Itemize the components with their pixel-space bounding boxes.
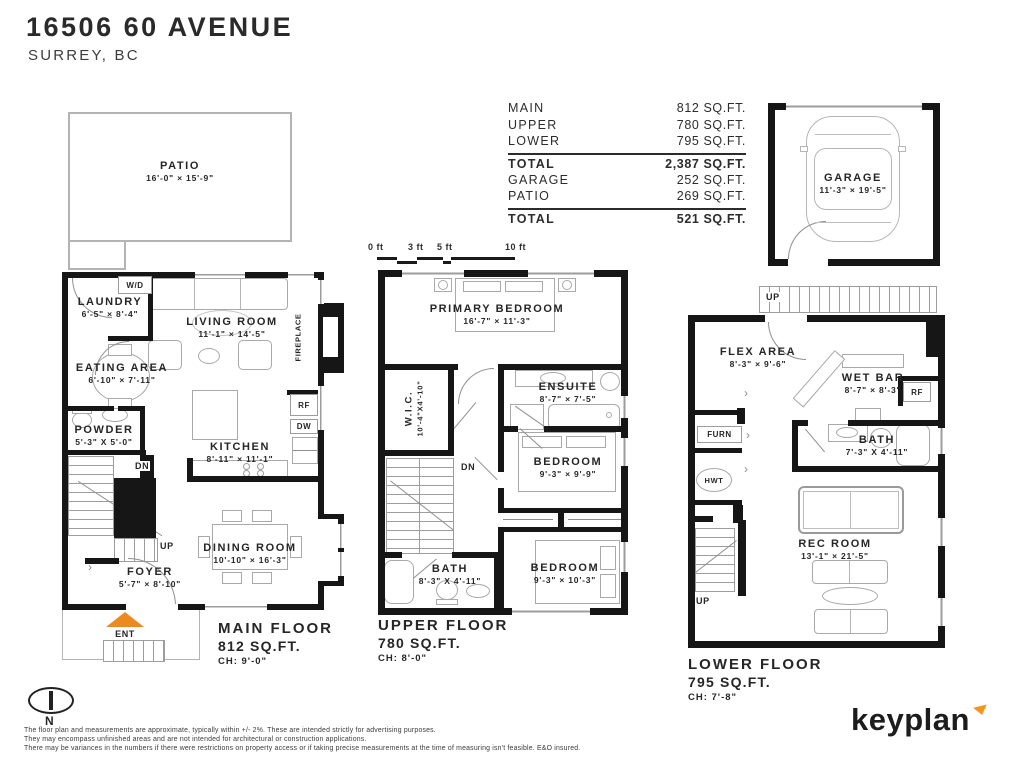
pillow-symbol [600, 574, 616, 598]
wall [688, 448, 742, 453]
wall [737, 408, 745, 424]
window [338, 524, 344, 548]
wall [62, 272, 324, 278]
table-row [508, 100, 746, 117]
washer-dryer-box [118, 276, 152, 294]
scale-label: 3 ft [408, 242, 424, 252]
car-mirror [800, 146, 808, 152]
scale-bar-segment [377, 257, 397, 260]
table-row-total [508, 153, 746, 172]
room-label-primary: PRIMARY BEDROOM 16'-7" × 11'-3" [429, 303, 565, 326]
closet-door-chevron-icon: › [744, 462, 748, 476]
wall [688, 641, 945, 648]
room-label-garage: GARAGE 11'-3" × 19'-5" [819, 172, 887, 195]
car-detail-line [815, 134, 891, 135]
sink-divider-line [293, 450, 317, 451]
wall [378, 608, 628, 615]
room-label-rec: REC ROOM 13'-1" × 21'-5" [798, 538, 872, 561]
page-subtitle: SURREY, BC [28, 47, 140, 64]
door-opening [126, 604, 178, 610]
window [402, 270, 464, 277]
room-label-bedroom1: BEDROOM 9'-3" × 9'-9" [533, 456, 603, 479]
window [318, 280, 324, 304]
hot-water-tank-tag: HWT [704, 475, 724, 485]
window [205, 604, 267, 610]
scale-label: 0 ft [368, 242, 384, 252]
pillow-symbol [566, 436, 606, 448]
room-label-living: LIVING ROOM 11'-1" × 14'-5" [186, 316, 278, 339]
room-label-wic: W.I.C. 10'-4"X4'-10" [403, 380, 425, 437]
table-row [508, 172, 746, 189]
wall [688, 516, 713, 522]
window [512, 608, 590, 615]
row-value: 252 SQ.FT. [676, 172, 746, 187]
stair-divider-line [419, 458, 420, 554]
entry-arrow-icon [106, 612, 144, 627]
floor-label-lower: LOWER FLOOR 795 SQ.FT. CH: 7'-8" [688, 656, 823, 703]
wall [140, 406, 145, 456]
door-swing-arc [788, 221, 826, 259]
staircase [386, 458, 454, 554]
stove-burner [257, 463, 264, 470]
window [621, 396, 628, 418]
row-value: 812 SQ.FT. [676, 101, 746, 116]
wall [848, 420, 945, 426]
window [621, 438, 628, 466]
bathtub-symbol [384, 560, 414, 604]
coffee-table-symbol [198, 348, 220, 364]
row-value: 795 SQ.FT. [676, 134, 746, 149]
garage-door-opening [786, 103, 922, 110]
wall [378, 270, 385, 615]
wall [926, 315, 945, 357]
lamp-symbol [562, 280, 572, 290]
wall [558, 508, 564, 532]
entry-steps [103, 640, 165, 662]
north-arrow-needle [49, 691, 53, 710]
room-label-ensuite: ENSUITE 8'-7" × 7'-5" [538, 381, 598, 404]
floor-label-main: MAIN FLOOR 812 SQ.FT. CH: 9'-0" [218, 620, 333, 667]
room-label-bath-lower: BATH 7'-3" X 4'-11" [845, 434, 909, 457]
scale-bar-segment [417, 257, 443, 260]
lamp-symbol [438, 280, 448, 290]
wall [62, 406, 114, 411]
wall [498, 364, 628, 370]
wall [688, 410, 742, 415]
scale-bar-segment [451, 257, 515, 260]
wall [378, 364, 458, 370]
room-label-foyer: FOYER 5'-7" × 8'-10" [118, 566, 182, 589]
sofa-symbol [148, 278, 288, 310]
bay-window-inner [318, 519, 338, 581]
sofa-symbol [812, 560, 888, 584]
toilet-tank-symbol [436, 599, 458, 605]
window [938, 428, 945, 454]
pillow-symbol [463, 281, 501, 292]
room-label-flex: FLEX AREA 8'-3" × 9'-6" [719, 346, 797, 369]
room-label-eating: EATING AREA 6'-10" × 7'-11" [75, 362, 169, 385]
room-label-wetbar: WET BAR 8'-7" × 8'-3" [841, 372, 905, 395]
entry-tag: ENT [115, 629, 135, 639]
row-label: TOTAL [508, 212, 556, 226]
window [938, 518, 945, 546]
room-label-patio: PATIO 16'-0" × 15'-9" [146, 160, 214, 183]
disclaimer-line: The floor plan and measurements are approximate, typically within +/- 2%. These are intended strictly for advertising purposes. [24, 727, 436, 734]
wall [933, 103, 940, 266]
staircase [68, 456, 114, 536]
row-label: TOTAL [508, 157, 556, 171]
window [195, 272, 245, 278]
pillow-symbol [522, 436, 562, 448]
table-row-total [508, 208, 746, 227]
wall [378, 450, 454, 456]
armchair-symbol [238, 340, 272, 370]
scale-label: 5 ft [437, 242, 453, 252]
staircase [695, 528, 735, 592]
stairs-up-tag: UP [696, 596, 710, 606]
hot-water-tank-symbol [696, 468, 732, 492]
room-label-dining: DINING ROOM 10'-10" × 16'-3" [203, 542, 297, 565]
scale-label: 10 ft [505, 242, 527, 252]
furnace-tag: FURN [707, 430, 732, 439]
window [938, 598, 945, 626]
washer-dryer-tag: W/D [126, 280, 144, 290]
door-opening [765, 315, 807, 322]
staircase [759, 286, 937, 313]
closet-door-chevron-icon: › [746, 428, 750, 442]
fridge-box [903, 382, 931, 402]
window [318, 386, 324, 430]
chair-symbol [252, 572, 272, 584]
window [528, 270, 594, 277]
bar-counter-symbol [842, 354, 904, 368]
window [338, 552, 344, 576]
chair-symbol [222, 572, 242, 584]
row-value: 2,387 SQ.FT. [665, 157, 746, 171]
wall [62, 272, 68, 610]
closet-door-chevron-icon: › [88, 560, 92, 574]
wall [738, 520, 746, 596]
row-value: 269 SQ.FT. [676, 189, 746, 204]
sofa-cushion-line [194, 279, 195, 309]
car-detail-line [815, 222, 891, 223]
row-value: 780 SQ.FT. [676, 117, 746, 132]
car-mirror [898, 146, 906, 152]
wall [688, 315, 695, 648]
closet-door-chevron-icon: › [744, 386, 748, 400]
stairs-up-tag: UP [160, 541, 174, 551]
room-label-bedroom2: BEDROOM 9'-3" × 10'-3" [530, 562, 600, 585]
sofa-symbol [814, 609, 888, 634]
row-label: UPPER [508, 117, 558, 132]
pillow-symbol [505, 281, 543, 292]
window [621, 542, 628, 572]
fridge-box [290, 394, 318, 416]
door-leaf-line [805, 429, 825, 453]
sofa-cushion-line [849, 561, 850, 583]
firebox [323, 317, 338, 357]
wall [62, 450, 146, 455]
fridge-tag: RF [298, 400, 310, 410]
door-leaf-line [454, 402, 477, 429]
door-swing-arc [458, 368, 494, 404]
furnace-box [697, 426, 742, 443]
row-label: GARAGE [508, 172, 570, 187]
scale-bar-segment [443, 261, 451, 264]
door-leaf-line [474, 457, 497, 480]
wall [688, 315, 945, 322]
pool-table-inner [803, 491, 899, 529]
dishwasher-tag: DW [296, 422, 312, 431]
tub-drain [606, 412, 612, 418]
pillow-symbol [600, 546, 616, 570]
row-label: PATIO [508, 189, 551, 204]
wall [62, 604, 324, 610]
page-title: 16506 60 AVENUE [26, 12, 294, 42]
door-opening [788, 259, 828, 266]
wall [108, 336, 153, 341]
window [288, 272, 314, 278]
keyplan-logo-accent-icon [973, 704, 989, 716]
patio-outline-notch [68, 240, 126, 270]
north-tag: N [45, 714, 55, 728]
keyplan-logo: keyplan [851, 702, 970, 737]
wall [768, 103, 775, 266]
stove-burner [243, 463, 250, 470]
kitchen-island-symbol [192, 390, 238, 440]
sofa-cushion-line [850, 610, 851, 633]
stairs-down-tag: DN [461, 462, 476, 472]
wall [378, 552, 402, 558]
oval-table-symbol [822, 587, 878, 605]
room-label-powder: POWDER 5'-3" X 5'-0" [74, 424, 134, 447]
table-row [508, 117, 746, 134]
stairs-down-tag: DN [135, 461, 150, 471]
floor-label-upper: UPPER FLOOR 780 SQ.FT. CH: 8'-0" [378, 617, 509, 664]
wall [114, 478, 156, 538]
wall [792, 420, 798, 472]
wall [187, 476, 322, 482]
chair-symbol [222, 510, 242, 522]
fridge-tag: RF [911, 387, 923, 397]
toilet-symbol [600, 372, 620, 391]
pool-table-centerline [850, 492, 851, 528]
stairs-up-tag: UP [766, 292, 780, 302]
room-label-bath-upper: BATH 8'-3" X 4'-11" [418, 563, 482, 586]
wall [498, 426, 504, 472]
chair-symbol [252, 510, 272, 522]
sofa-cushion-line [240, 279, 241, 309]
room-label-kitchen: KITCHEN 8'-11" × 11'-1" [206, 441, 274, 464]
sink-symbol [466, 584, 490, 598]
wall [498, 368, 504, 432]
wall [494, 552, 500, 608]
area-summary-table [508, 100, 746, 227]
table-row [508, 188, 746, 205]
row-value: 521 SQ.FT. [676, 212, 746, 226]
room-label-laundry: LAUNDRY 6'-5" × 8'-4" [77, 296, 143, 319]
row-label: LOWER [508, 134, 561, 149]
disclaimer-line: They may encompass unfinished areas and are not intended for architectural or construction applications. [24, 736, 367, 743]
dishwasher-box [290, 419, 318, 434]
disclaimer-line: There may be variances in the numbers if there were restrictions on property access or if taking precise measurements at the time of measuring isn't feasible. E&O insured. [24, 745, 581, 752]
wall [792, 466, 945, 472]
scale-bar-segment [397, 261, 417, 264]
wall [544, 426, 628, 432]
table-row [508, 133, 746, 150]
closet-rod-line [568, 519, 622, 520]
row-label: MAIN [508, 101, 545, 116]
fireplace-tag: FIREPLACE [293, 313, 303, 362]
wall [452, 552, 500, 558]
closet-rod-line [503, 519, 553, 520]
wall [448, 368, 454, 456]
